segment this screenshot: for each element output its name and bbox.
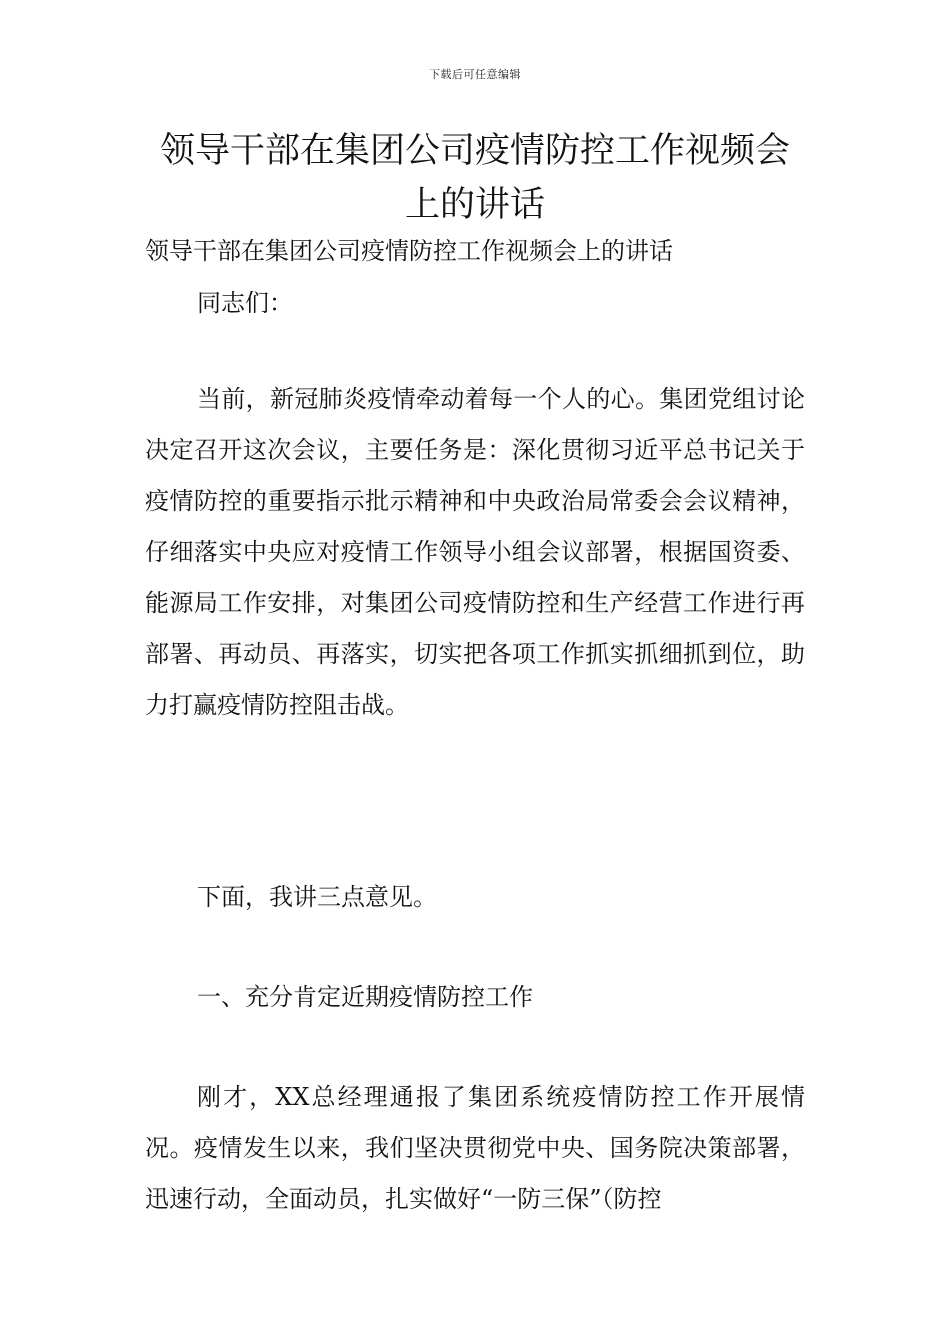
section-heading: 一、充分肯定近期疫情防控工作 [197,983,533,1011]
document-subtitle: 领导干部在集团公司疫情防控工作视频会上的讲话 [145,237,673,265]
paragraph: 当前，新冠肺炎疫情牵动着每一个人的心。集团党组讨论决定召开这次会议，主要任务是：深化贯彻习近平总书记关于疫情防控的重要指示批示精神和中央政治局常委会会议精神，仔细落实中央应对疫情工作领导小组会议部署，根据国资委、能源局工作安排，对集团公司疫情防控和生产经营工作进行再部署、再动员、再落实，切实把各项工作抓实抓细抓到位，助力打赢疫情防控阻击战。 [145,385,805,719]
salutation: 同志们： [197,289,293,317]
header-note: 下载后可任意编辑 [429,68,521,81]
paragraph: 刚才，XX总经理通报了集团系统疫情防控工作开展情况。疫情发生以来，我们坚决贯彻党中央、国务院决策部署，迅速行动，全面动员，扎实做好“一防三保”（防控 [145,1083,805,1213]
paragraph: 下面，我讲三点意见。 [197,883,437,911]
document-title: 领导干部在集团公司疫情防控工作视频会上的讲话 [159,131,790,225]
